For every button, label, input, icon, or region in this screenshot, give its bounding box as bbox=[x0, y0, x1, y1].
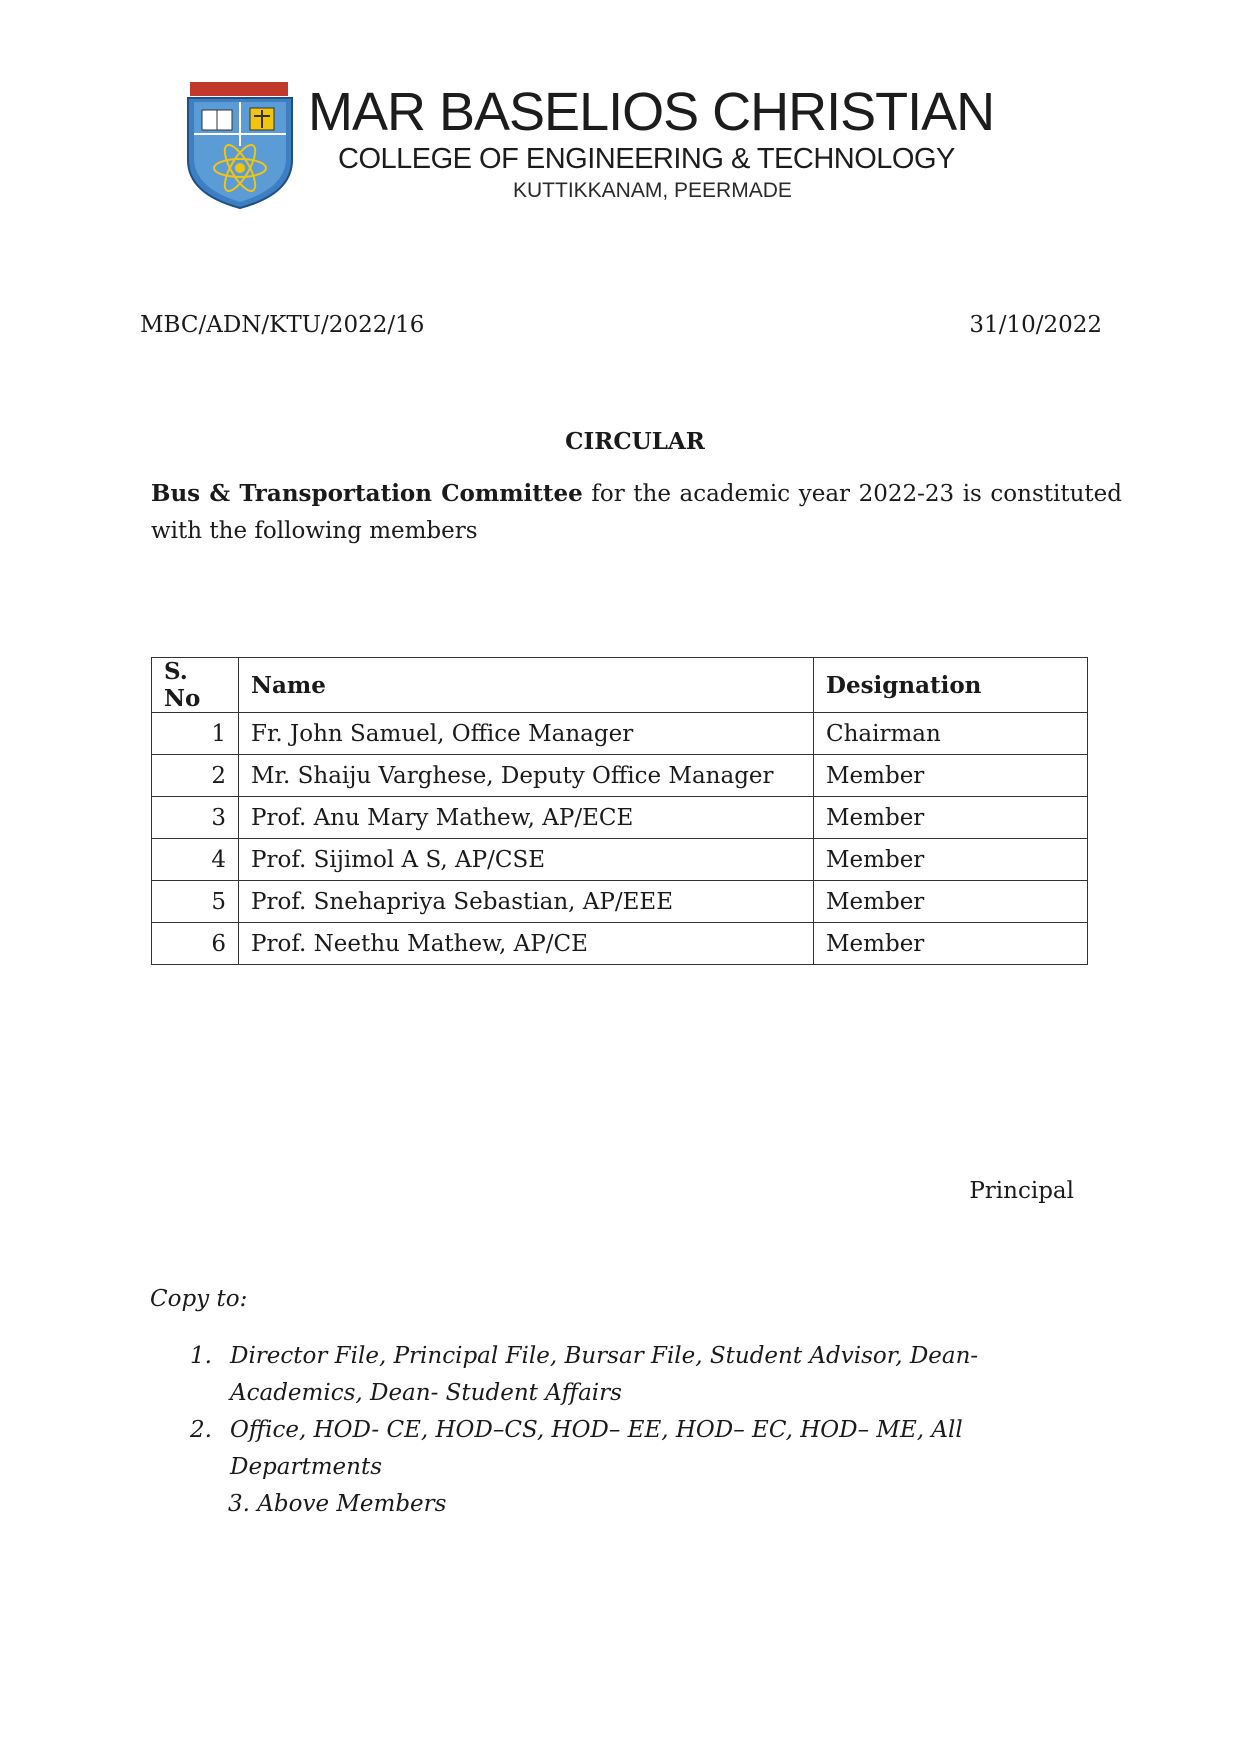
list-item-text: Office, HOD- CE, HOD–CS, HOD– EE, HOD– EC, HOD– ME, All Departments bbox=[230, 1417, 963, 1480]
header-name: Name bbox=[239, 658, 814, 713]
row-sno: 1 bbox=[152, 713, 239, 755]
table-header-row bbox=[152, 658, 1088, 713]
row-name: Prof. Anu Mary Mathew, AP/ECE bbox=[239, 797, 814, 839]
row-designation: Chairman bbox=[814, 713, 1088, 755]
row-designation: Member bbox=[814, 797, 1088, 839]
table-row bbox=[152, 923, 1088, 965]
reference-number: MBC/ADN/KTU/2022/16 bbox=[140, 312, 425, 338]
table-row bbox=[152, 881, 1088, 923]
row-name: Prof. Neethu Mathew, AP/CE bbox=[239, 923, 814, 965]
intro-text: for the academic year 2022-23 is constituted with the following members bbox=[151, 481, 1122, 544]
list-item-text: Above Members bbox=[257, 1491, 447, 1517]
list-item bbox=[228, 1486, 1080, 1523]
row-sno: 4 bbox=[152, 839, 239, 881]
list-item-number: 2. bbox=[190, 1417, 212, 1443]
list-item-number: 3. bbox=[228, 1491, 250, 1517]
table-row bbox=[152, 839, 1088, 881]
table-row bbox=[152, 755, 1088, 797]
list-item bbox=[190, 1338, 1080, 1412]
row-designation: Member bbox=[814, 923, 1088, 965]
header-designation: Designation bbox=[814, 658, 1088, 713]
committee-name: Bus & Transportation Committee bbox=[151, 480, 583, 507]
row-name: Prof. Sijimol A S, AP/CSE bbox=[239, 839, 814, 881]
college-crest-logo bbox=[180, 82, 300, 210]
row-name: Fr. John Samuel, Office Manager bbox=[239, 713, 814, 755]
intro-paragraph bbox=[151, 475, 1122, 550]
college-location: KUTTIKKANAM, PEERMADE bbox=[513, 179, 792, 202]
row-sno: 5 bbox=[152, 881, 239, 923]
college-subtitle: COLLEGE OF ENGINEERING & TECHNOLOGY bbox=[338, 143, 955, 175]
row-sno: 3 bbox=[152, 797, 239, 839]
list-item bbox=[190, 1412, 1080, 1486]
table-row bbox=[152, 797, 1088, 839]
row-sno: 2 bbox=[152, 755, 239, 797]
copy-to-list bbox=[190, 1338, 1080, 1523]
row-designation: Member bbox=[814, 755, 1088, 797]
list-item-number: 1. bbox=[190, 1343, 212, 1369]
row-name: Prof. Snehapriya Sebastian, AP/EEE bbox=[239, 881, 814, 923]
list-item-text: Director File, Principal File, Bursar File, Student Advisor, Dean- Academics, Dean- Student Affairs bbox=[230, 1343, 979, 1406]
letterhead bbox=[180, 82, 1020, 212]
row-name: Mr. Shaiju Varghese, Deputy Office Manager bbox=[239, 755, 814, 797]
college-name: MAR BASELIOS CHRISTIAN bbox=[308, 82, 995, 142]
header-sno: S. No bbox=[152, 658, 239, 713]
row-designation: Member bbox=[814, 839, 1088, 881]
signatory: Principal bbox=[969, 1178, 1074, 1204]
row-sno: 6 bbox=[152, 923, 239, 965]
members-table bbox=[151, 657, 1088, 965]
circular-date: 31/10/2022 bbox=[969, 312, 1102, 338]
circular-heading: CIRCULAR bbox=[565, 428, 705, 455]
copy-to-label: Copy to: bbox=[150, 1286, 248, 1312]
row-designation: Member bbox=[814, 881, 1088, 923]
table-row bbox=[152, 713, 1088, 755]
